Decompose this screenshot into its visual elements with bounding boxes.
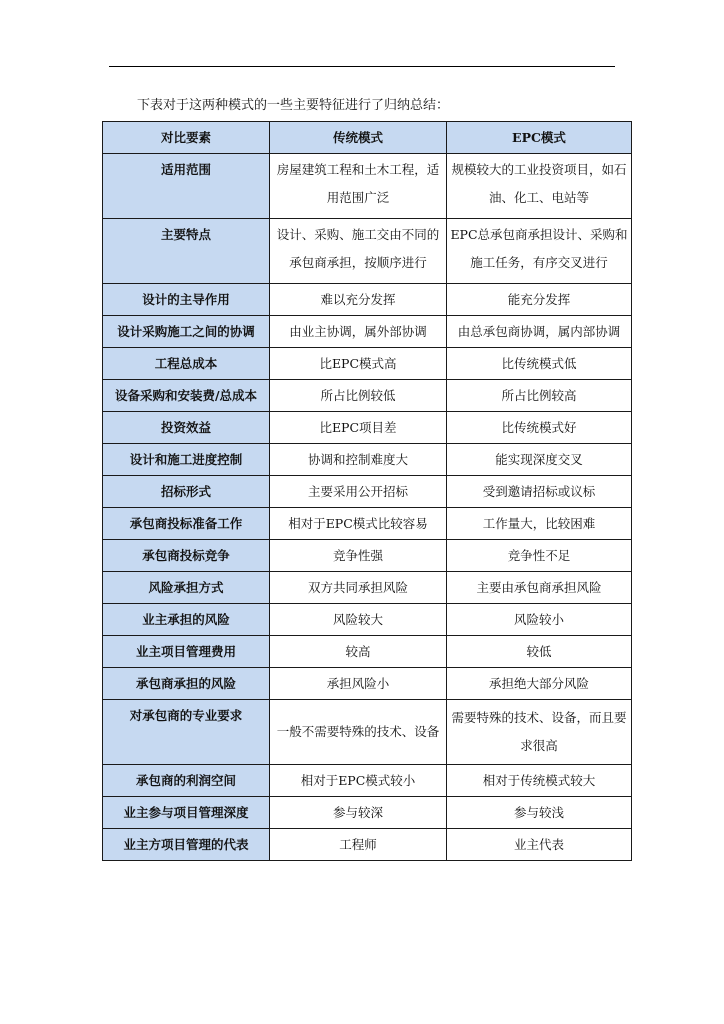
- table-row: [103, 765, 632, 797]
- row-traditional: 参与较深: [270, 797, 447, 829]
- row-epc: 规模较大的工业投资项目，如石油、化工、电站等: [447, 154, 632, 219]
- row-factor: 招标形式: [103, 476, 270, 508]
- row-factor: 工程总成本: [103, 348, 270, 380]
- row-traditional: 竞争性强: [270, 540, 447, 572]
- row-epc: 需要特殊的技术、设备，而且要求很高: [447, 700, 632, 765]
- intro-paragraph: 下表对于这两种模式的一些主要特征进行了归纳总结：: [137, 98, 450, 113]
- row-epc: 所占比例较高: [447, 380, 632, 412]
- table-header-row: [103, 122, 632, 154]
- row-traditional: 一般不需要特殊的技术、设备: [270, 700, 447, 765]
- row-traditional: 双方共同承担风险: [270, 572, 447, 604]
- row-factor: 承包商承担的风险: [103, 668, 270, 700]
- row-factor: 设计和施工进度控制: [103, 444, 270, 476]
- row-epc: 业主代表: [447, 829, 632, 861]
- table-row: [103, 636, 632, 668]
- row-factor: 承包商的利润空间: [103, 765, 270, 797]
- row-epc: 比传统模式低: [447, 348, 632, 380]
- row-factor: 适用范围: [103, 154, 270, 219]
- row-factor: 设计采购施工之间的协调: [103, 316, 270, 348]
- row-traditional: 协调和控制难度大: [270, 444, 447, 476]
- table-row: [103, 476, 632, 508]
- table-row: [103, 444, 632, 476]
- row-epc: 能实现深度交叉: [447, 444, 632, 476]
- table-row: [103, 668, 632, 700]
- row-epc: 承担绝大部分风险: [447, 668, 632, 700]
- row-traditional: 承担风险小: [270, 668, 447, 700]
- row-factor: 承包商投标竞争: [103, 540, 270, 572]
- row-traditional: 难以充分发挥: [270, 284, 447, 316]
- row-traditional: 所占比例较低: [270, 380, 447, 412]
- table-row: [103, 219, 632, 284]
- row-epc: 参与较浅: [447, 797, 632, 829]
- row-epc: 能充分发挥: [447, 284, 632, 316]
- row-epc: 风险较小: [447, 604, 632, 636]
- row-epc: 由总承包商协调，属内部协调: [447, 316, 632, 348]
- row-epc: 工作量大，比较困难: [447, 508, 632, 540]
- table-row: [103, 572, 632, 604]
- row-traditional: 较高: [270, 636, 447, 668]
- row-factor: 业主参与项目管理深度: [103, 797, 270, 829]
- row-epc: 受到邀请招标或议标: [447, 476, 632, 508]
- row-traditional: 设计、采购、施工交由不同的承包商承担，按顺序进行: [270, 219, 447, 284]
- header-factor: 对比要素: [103, 122, 270, 154]
- table-row: [103, 284, 632, 316]
- row-traditional: 主要采用公开招标: [270, 476, 447, 508]
- row-factor: 对承包商的专业要求: [103, 700, 270, 765]
- row-epc: 相对于传统模式较大: [447, 765, 632, 797]
- table-row: [103, 348, 632, 380]
- row-traditional: 相对于EPC模式比较容易: [270, 508, 447, 540]
- row-traditional: 比EPC模式高: [270, 348, 447, 380]
- row-factor: 投资效益: [103, 412, 270, 444]
- row-epc: 比传统模式好: [447, 412, 632, 444]
- row-traditional: 风险较大: [270, 604, 447, 636]
- header-epc: EPC模式: [447, 122, 632, 154]
- row-traditional: 工程师: [270, 829, 447, 861]
- row-factor: 主要特点: [103, 219, 270, 284]
- table-row: [103, 540, 632, 572]
- row-factor: 业主承担的风险: [103, 604, 270, 636]
- table-row: [103, 380, 632, 412]
- row-factor: 业主项目管理费用: [103, 636, 270, 668]
- table-row: [103, 508, 632, 540]
- row-epc: 较低: [447, 636, 632, 668]
- row-traditional: 房屋建筑工程和土木工程，适用范围广泛: [270, 154, 447, 219]
- row-factor: 设计的主导作用: [103, 284, 270, 316]
- table-row: [103, 154, 632, 219]
- row-traditional: 相对于EPC模式较小: [270, 765, 447, 797]
- row-factor: 承包商投标准备工作: [103, 508, 270, 540]
- row-traditional: 由业主协调，属外部协调: [270, 316, 447, 348]
- table-row: [103, 316, 632, 348]
- row-epc: EPC总承包商承担设计、采购和施工任务，有序交叉进行: [447, 219, 632, 284]
- header-traditional: 传统模式: [270, 122, 447, 154]
- header-rule: [109, 66, 615, 67]
- row-epc: 竞争性不足: [447, 540, 632, 572]
- table-row: [103, 829, 632, 861]
- row-epc: 主要由承包商承担风险: [447, 572, 632, 604]
- table-row: [103, 700, 632, 765]
- row-traditional: 比EPC项目差: [270, 412, 447, 444]
- table-row: [103, 412, 632, 444]
- table-row: [103, 797, 632, 829]
- row-factor: 设备采购和安装费/总成本: [103, 380, 270, 412]
- row-factor: 业主方项目管理的代表: [103, 829, 270, 861]
- comparison-table: [102, 121, 632, 861]
- table-row: [103, 604, 632, 636]
- row-factor: 风险承担方式: [103, 572, 270, 604]
